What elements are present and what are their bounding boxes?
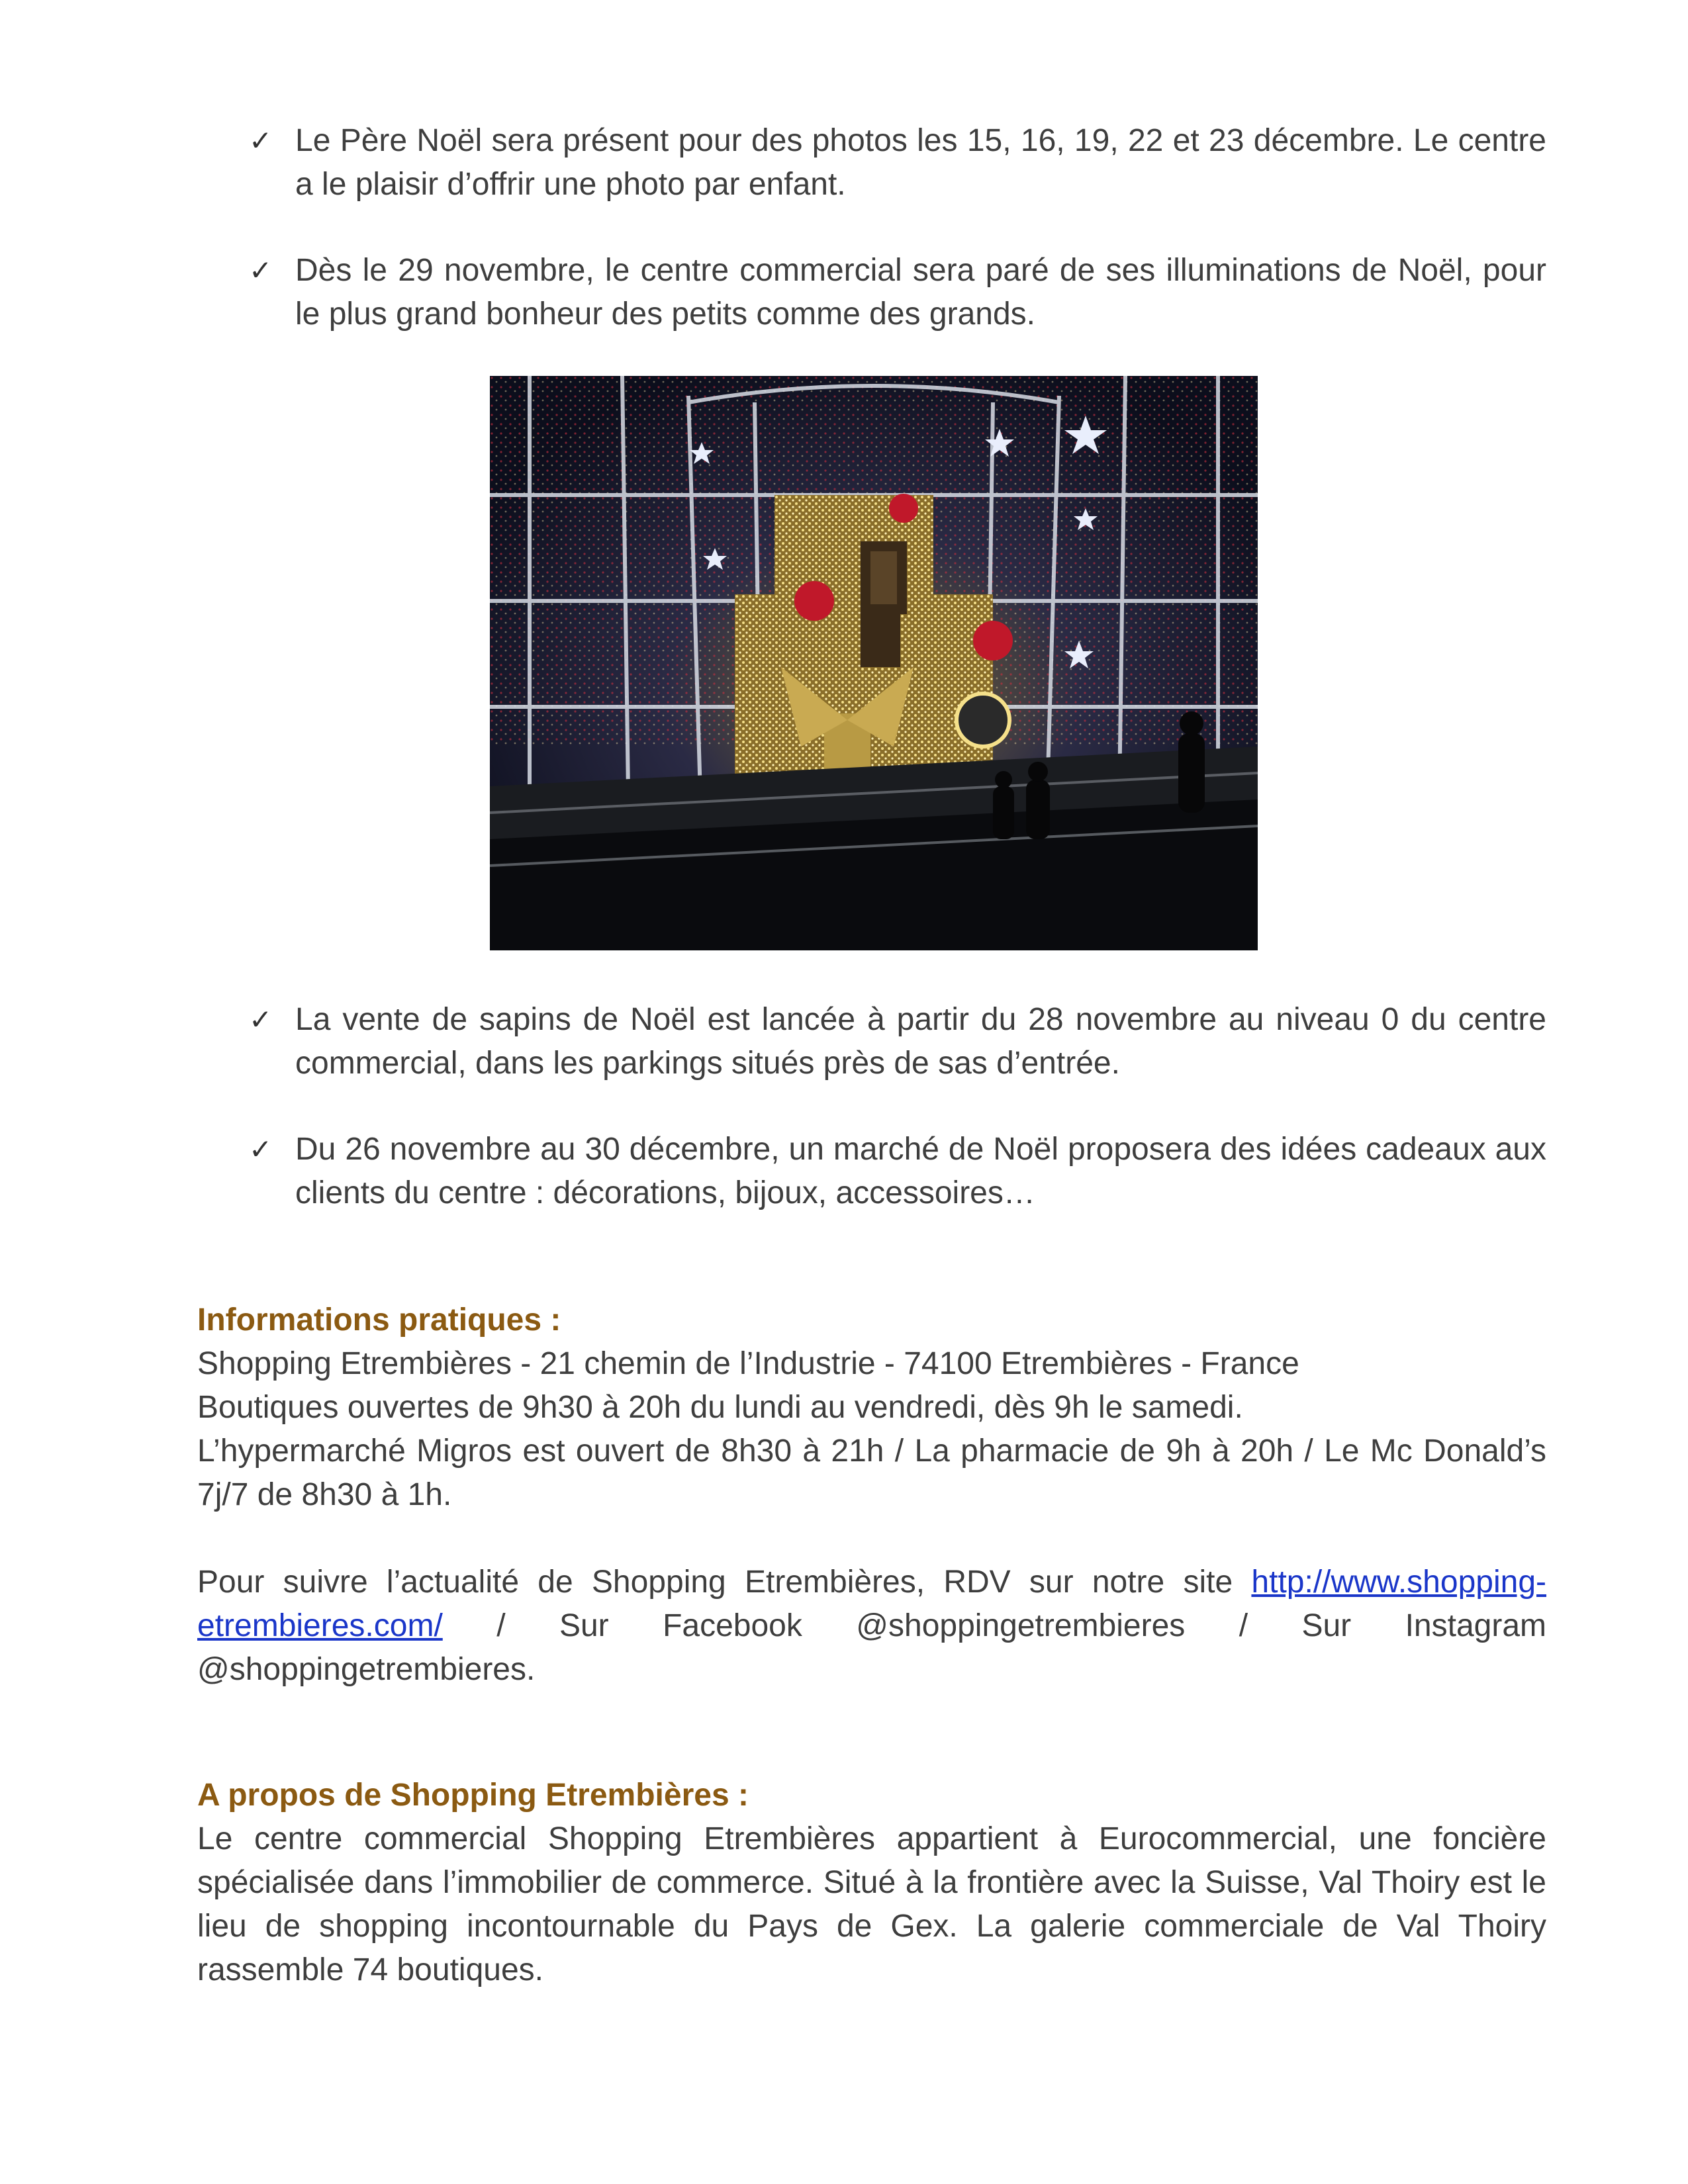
follow-suffix: / Sur Facebook @shoppingetrembieres / Sur Instagram @shoppingetrembieres.: [197, 1608, 1546, 1687]
about-section: [197, 1774, 1546, 1992]
follow-paragraph: [197, 1561, 1546, 1692]
practical-info-heading: Informations pratiques :: [197, 1302, 561, 1338]
bullet-text: Du 26 novembre au 30 décembre, un marché de Noël proposera des idées cadeaux aux clients du centre : décorations, bijoux, accessoires…: [295, 1132, 1546, 1210]
bullet-text: Le Père Noël sera présent pour des photos les 15, 16, 19, 22 et 23 décembre. Le centre a le plaisir d’offrir une photo par enfant.: [295, 123, 1546, 202]
bullet-item-christmas-trees: [249, 998, 1546, 1085]
christmas-decoration-photo: [490, 376, 1258, 950]
checkmark-icon: ✓: [249, 124, 273, 157]
practical-info-section: [197, 1298, 1546, 1692]
bullet-text: La vente de sapins de Noël est lancée à partir du 28 novembre au niveau 0 du centre commercial, dans les parkings situés près de sas d’entrée.: [295, 1002, 1546, 1081]
checkmark-icon: ✓: [249, 254, 273, 287]
follow-prefix: Pour suivre l’actualité de Shopping Etrembières, RDV sur notre site: [197, 1565, 1252, 1600]
address-line: Shopping Etrembières - 21 chemin de l’Industrie - 74100 Etrembières - France: [197, 1346, 1299, 1381]
website-link[interactable]: http://www.shopping-etrembieres.com/: [197, 1565, 1546, 1643]
bullet-item-santa-photos: [249, 119, 1546, 206]
opening-hours-line: Boutiques ouvertes de 9h30 à 20h du lundi au vendredi, dès 9h le samedi.: [197, 1390, 1243, 1425]
about-paragraph: Le centre commercial Shopping Etrembières appartient à Eurocommercial, une foncière spécialisée dans l’immobilier de commerce. Situé à la frontière avec la Suisse, Val Thoiry est le lieu de shopping incontournable du Pays de Gex. La galerie commerciale de Val Thoiry rassemble 74 boutiques.: [197, 1821, 1546, 1987]
hypermarket-hours-line: L’hypermarché Migros est ouvert de 8h30 à 21h / La pharmacie de 9h à 20h / Le Mc Donald’s 7j/7 de 8h30 à 1h.: [197, 1433, 1546, 1512]
bullet-item-christmas-market: [249, 1128, 1546, 1215]
checkmark-icon: ✓: [249, 1003, 273, 1036]
bullet-text: Dès le 29 novembre, le centre commercial sera paré de ses illuminations de Noël, pour le plus grand bonheur des petits comme des grands.: [295, 253, 1546, 332]
checkmark-icon: ✓: [249, 1133, 273, 1165]
about-heading: A propos de Shopping Etrembières :: [197, 1778, 749, 1813]
bullet-item-illuminations: [249, 249, 1546, 336]
